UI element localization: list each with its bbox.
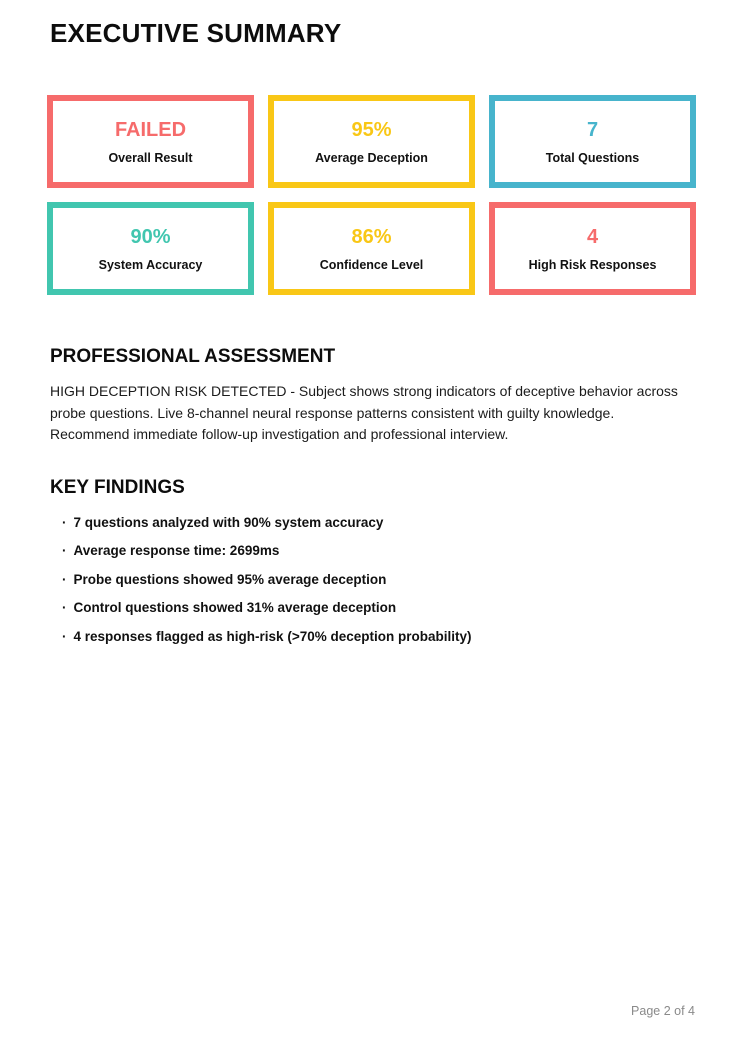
bullet-dot-icon: · bbox=[62, 628, 67, 644]
finding-item bbox=[62, 600, 696, 615]
summary-stats-grid bbox=[47, 95, 696, 295]
stat-card-average-deception bbox=[268, 95, 475, 188]
stat-card-total-questions bbox=[489, 95, 696, 188]
stat-label: Total Questions bbox=[545, 150, 640, 165]
stat-value: 95% bbox=[351, 118, 392, 141]
key-findings-list bbox=[47, 515, 696, 644]
stat-label: High Risk Responses bbox=[528, 257, 657, 272]
bullet-dot-icon: · bbox=[62, 571, 67, 587]
key-findings-heading: KEY FINDINGS bbox=[50, 476, 185, 498]
bullet-dot-icon: · bbox=[62, 514, 67, 530]
stat-value: 86% bbox=[351, 225, 392, 248]
assessment-body-text: HIGH DECEPTION RISK DETECTED - Subject shows strong indicators of deceptive behavior across probe questions. Live 8-channel neural response patterns consistent with guilty knowledge. Recommend immediate follow-up investigation and professional interview. bbox=[50, 383, 678, 442]
finding-text: 4 responses flagged as high-risk (>70% deception probability) bbox=[73, 628, 472, 644]
finding-item bbox=[62, 543, 696, 558]
finding-item bbox=[62, 572, 696, 587]
stat-value: 90% bbox=[130, 225, 171, 248]
stat-label: System Accuracy bbox=[98, 257, 203, 272]
page-title: EXECUTIVE SUMMARY bbox=[50, 18, 342, 48]
stat-card-system-accuracy bbox=[47, 202, 254, 295]
finding-text: Probe questions showed 95% average deception bbox=[73, 571, 387, 587]
professional-assessment-section bbox=[47, 346, 696, 446]
stat-card-high-risk-responses bbox=[489, 202, 696, 295]
stat-card-overall-result bbox=[47, 95, 254, 188]
stat-label: Overall Result bbox=[108, 150, 193, 165]
finding-text: 7 questions analyzed with 90% system accuracy bbox=[73, 514, 384, 530]
stat-value: FAILED bbox=[114, 118, 187, 141]
key-findings-section bbox=[47, 477, 696, 644]
page-number: Page 2 of 4 bbox=[631, 1004, 695, 1018]
finding-text: Control questions showed 31% average deception bbox=[73, 600, 397, 615]
bullet-dot-icon: · bbox=[62, 600, 67, 615]
finding-text: Average response time: 2699ms bbox=[73, 543, 280, 558]
stat-value: 7 bbox=[586, 118, 599, 141]
finding-item bbox=[62, 629, 696, 644]
finding-item bbox=[62, 515, 696, 530]
stat-value: 4 bbox=[586, 225, 599, 248]
stat-label: Confidence Level bbox=[319, 257, 424, 272]
stat-card-confidence-level bbox=[268, 202, 475, 295]
stat-label: Average Deception bbox=[315, 150, 428, 165]
assessment-heading: PROFESSIONAL ASSESSMENT bbox=[50, 346, 336, 367]
bullet-dot-icon: · bbox=[62, 543, 67, 558]
